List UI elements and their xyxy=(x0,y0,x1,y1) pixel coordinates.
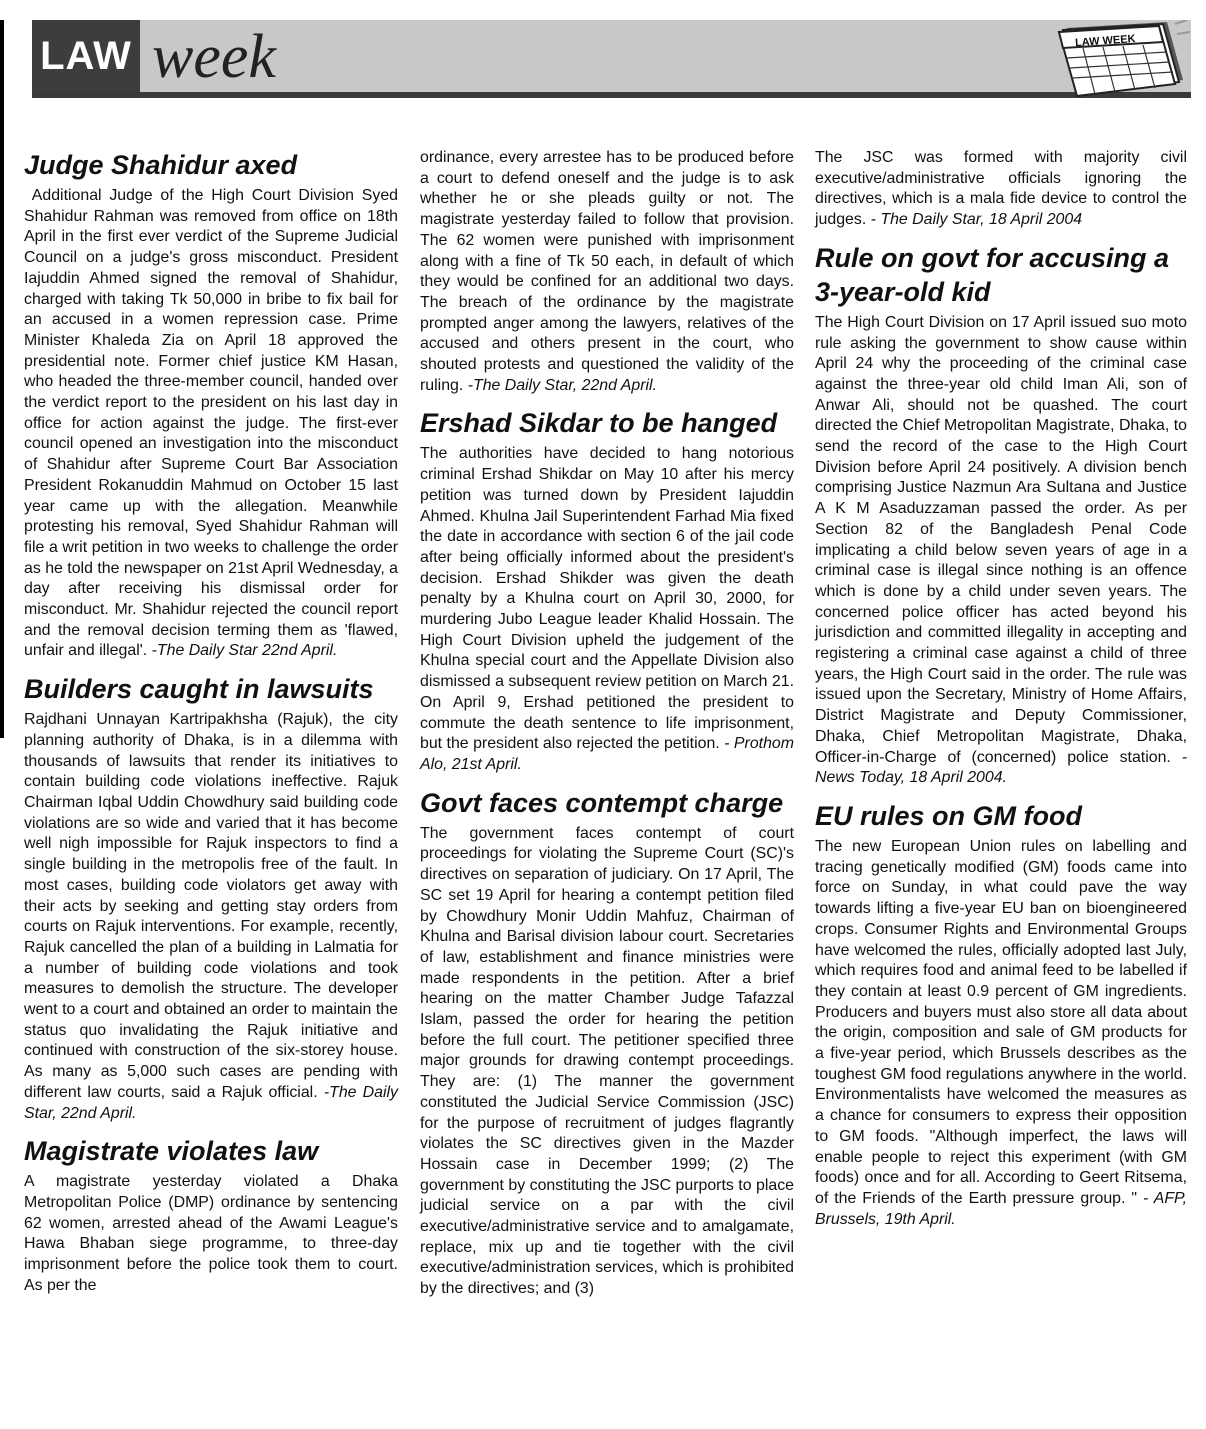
headline-govt-faces-contempt-charge: Govt faces contempt charge xyxy=(420,787,784,818)
article-body-continued: The JSC was formed with majority civil executive/administrative officials ignoring the directives, which is a mala fide device to control the judges. - The Daily Star, 18 April 2004 xyxy=(815,149,1187,229)
article-body: The new European Union rules on labelling and tracing genetically modified (GM) foods came into force on Sunday, in what could pave the way towards lifting a five-year EU ban on bioengineered crops. Consumer Rights and Environmental Groups have welcomed the rules, officially adopted last July, which requires food and animal feed to be labelled if they contain at least 0.9 percent of GM ingredients. Producers and buyers must also store all data about the origin, composition and sale of GM products for a five-year period, which Brussels describes as the toughest GM food regulations anywhere in the world. Environmentalists have welcomed the measures as a chance for consumers to express their opposition to GM foods. "Although imperfect, the laws will enable people to reject this experiment (with GM foods) once and for all. According to Geert Ritsema, of the Friends of the Earth pressure group. " - AFP, Brussels, 19th April. xyxy=(815,837,1187,1228)
column-3 xyxy=(815,148,1187,1240)
headline-rule-on-govt-for-accusing-a-3-year-old-kid: Rule on govt for accusing a 3-year-old kid xyxy=(815,242,1170,307)
article-body-continued: ordinance, every arrestee has to be produced before a court to defend oneself and the judge is to ask whether he or she pleads guilty or not. The magistrate yesterday failed to follow that provision. The 62 women were punished with imprisonment along with a fine of Tk 50 each, in default of which they would be confined for an additional two days. The breach of the ordinance by the magistrate prompted anger among the lawyers, relatives of the accused and others present in the court, who shouted protests and questioned the validity of the ruling. -The Daily Star, 22nd April. xyxy=(420,149,794,394)
article-body: A magistrate yesterday violated a Dhaka Metropolitan Police (DMP) ordinance by sentencing 62 women, arrested ahead of the Awami League's Hawa Bhaban siege programme, to three-day imprisonment before the police took them to court. As per the xyxy=(24,1173,398,1294)
article-body: The High Court Division on 17 April issued suo moto rule asking the government to show cause within April 24 why the proceeding of the criminal case against the three-year old child Iman Ali, son of Anwar Ali, should not be quashed. The court directed the Chief Metropolitan Magistrate, Dhaka, to send the record of the case to the High Court Division before April 24 positively. A division bench comprising Justice Nazmun Ara Sultana and Justice A K M Asaduzzaman passed the order. As per Section 82 of the Bangladesh Penal Code implicating a child below seven years of age in a criminal case is illegal since nothing is an offence which is done by a child under seven years. The concerned police officer has acted beyond his jurisdiction and committed illegality in accepting and registering a criminal case against a child of three years, the High Court said in the order. The rule was issued upon the Secretary, Ministry of Home Affairs, District Magistrate and Deputy Commissioner, Dhaka, Chief Metropolitan Magistrate, Dhaka, Officer-in-Charge of (concerned) police station. - News Today, 18 April 2004. xyxy=(815,313,1187,787)
article-body: Additional Judge of the High Court Division Syed Shahidur Rahman was removed from office on 18th April in the first ever verdict of the Supreme Judicial Council on a judge's gross misconduct. President Iajuddin Ahmed signed the removal of Shahidur, charged with taking Tk 50,000 in bribe to fix bail for an accused in a women repression case. Prime Minister Khaleda Zia on April 18 approved the presidential note. Former chief justice KM Hasan, who headed the three-member council, handed over the verdict report to the president on his last day in office for action against the judge. The first-ever council opened an investigation into the misconduct of Shahidur after Supreme Court Bar Association President Rokanuddin Mahmud on October 15 last year came up with the allegation. Meanwhile protesting his removal, Syed Shahidur Rahman will file a writ petition in two weeks to challenge the order as he told the newspaper on 21st April Wednesday, a day after receiving his dismissal order for misconduct. Mr. Shahidur rejected the council report and the removal decision terming them as 'flawed, unfair and illegal'. -The Daily Star 22nd April. xyxy=(24,187,398,660)
article-body: The government faces contempt of court proceedings for violating the Supreme Court (SC)'s directives on separation of judiciary. On 17 April, The SC set 19 April for hearing a contempt petition filed by Chowdhury Monir Uddin Mahfuz, Chairman of Khulna and Barisal division labour court. Secretaries of law, establishment and finance ministries were made respondents in the petition. After a brief hearing on the matter Chamber Judge Tafazzal Islam, passed the order for hearing the petition before the full court. The petitioner specified three major grounds for drawing contempt proceedings. They are: (1) The manner the government constituted the Judicial Service Commission (JSC) for the purpose of recruitment of judges flagrantly violates the SC directives given in the Mazder Hossain case in December 1999; (2) The government by constituting the JSC purports to place judicial service on a par with the civil executive/administrative service and to amalgamate, replace, mix up and tie together with the civil executive/administration services, which is prohibited by the directives; and (3) xyxy=(420,824,794,1298)
masthead-underline xyxy=(32,92,1191,98)
article-body: The authorities have decided to hang notorious criminal Ershad Shikdar on May 10 after his mercy petition was turned down by President Iajuddin Ahmed. Khulna Jail Superintendent Farhad Mia fixed the date in accordance with section 6 of the jail code after being officially informed about the president's decision. Ershad Shikder was given the death penalty by a Khulna court on April 30, 2000, for murdering Jubo League leader Khalid Hossain. The High Court Division upheld the judgement of the Khulna special court and the Appellate Division also dismissed a subsequent review petition on March 21. On April 9, Ershad petitioned the president to commute the death sentence to life imprisonment, but the president also rejected the petition. - Prothom Alo, 21st April. xyxy=(420,445,794,773)
headline-eu-rules-on-gm-food: EU rules on GM food xyxy=(815,800,1082,831)
article-body: Rajdhani Unnayan Kartripakhsha (Rajuk), the city planning authority of Dhaka, is in a dilemma with thousands of lawsuits that render its initiatives to contain building code violations ineffective. Rajuk Chairman Iqbal Uddin Chowdhury said building code violations are so wide and varied that it has become well nigh impossible for Rajuk inspectors to find a single building in the metropolis free of the fault. In most cases, building code violators get away with their acts by seeking and getting stay orders from courts on Rajuk interventions. For example, recently, Rajuk cancelled the plan of a building in Lalmatia for a number of building code violations and took measures to demolish the structure. The developer went to a court and obtained an order to maintain the status quo invalidating the Rajuk initiative and continued with construction of the six-storey house. As many as 5,000 such cases are pending with different law courts, said a Rajuk official. -The Daily Star, 22nd April. xyxy=(24,711,399,1122)
headline-ershad-sikdar-to-be-hanged: Ershad Sikdar to be hanged xyxy=(420,408,778,439)
masthead xyxy=(32,20,1191,98)
column-1 xyxy=(24,148,398,1306)
headline-magistrate-violates-law: Magistrate violates law xyxy=(24,1136,319,1167)
left-margin-rule xyxy=(0,20,4,738)
column-2 xyxy=(420,148,794,1310)
headline-builders-caught-in-lawsuits: Builders caught in lawsuits xyxy=(24,674,374,705)
masthead-law-label: LAW xyxy=(32,20,140,92)
masthead-week-label: week xyxy=(152,23,276,91)
calendar-icon xyxy=(1027,20,1191,98)
headline-judge-shahidur-axed: Judge Shahidur axed xyxy=(24,150,298,180)
calendar-title: LAW WEEK xyxy=(1074,33,1136,50)
